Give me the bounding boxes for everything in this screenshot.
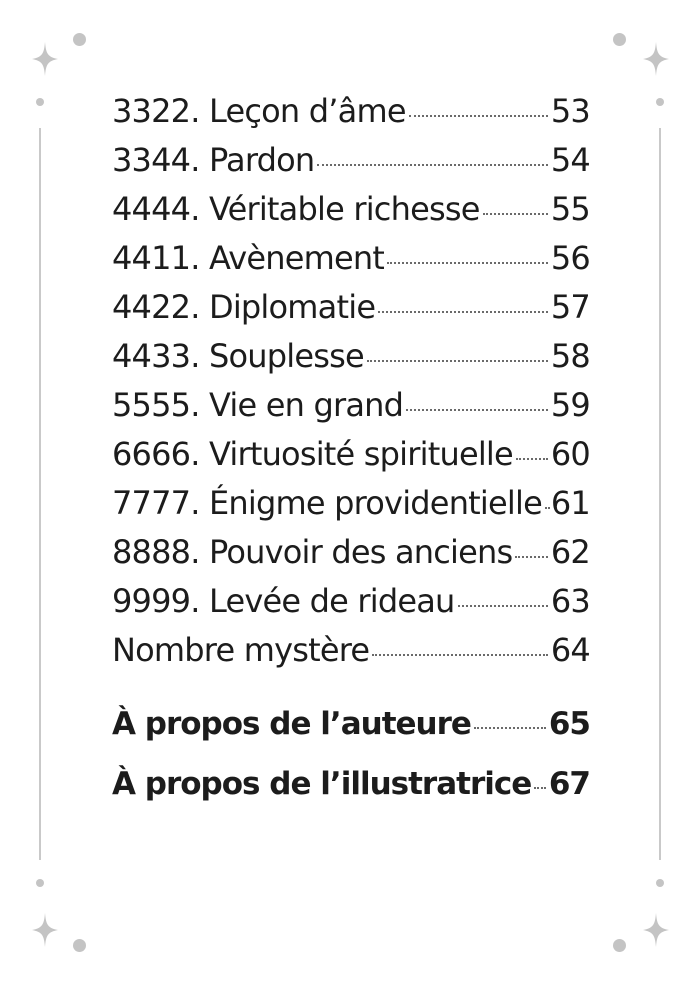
toc-section [112, 694, 590, 754]
dot-leader [458, 605, 548, 607]
toc-entry [112, 185, 590, 234]
toc-entry-page: 59 [550, 386, 590, 424]
toc-entry-page: 54 [550, 141, 590, 179]
toc-entry-page: 63 [550, 582, 590, 620]
toc-entry [112, 528, 590, 577]
dot-icon [656, 98, 664, 106]
dot-leader [534, 787, 546, 789]
toc-entry-page: 64 [550, 631, 590, 669]
sparkle-icon [32, 913, 58, 947]
dot-leader [372, 654, 548, 656]
dot-icon [656, 879, 664, 887]
dot-leader [474, 727, 546, 729]
section-spacer [112, 675, 590, 694]
toc-section-title: À propos de l’auteure [112, 706, 471, 742]
dot-leader [483, 213, 548, 215]
toc-entry [112, 430, 590, 479]
toc-entry-page: 62 [550, 533, 590, 571]
toc-section-page: 67 [548, 766, 590, 802]
left-border-rule [39, 128, 41, 860]
toc-entry [112, 332, 590, 381]
dot-leader [367, 360, 548, 362]
toc-entry [112, 381, 590, 430]
toc-entry-title: 4411. Avènement [112, 239, 385, 277]
toc-entry-page: 60 [550, 435, 590, 473]
toc-section-title: À propos de l’illustratrice [112, 766, 532, 802]
toc-entry-title: 7777. Énigme providentielle [112, 484, 542, 522]
sparkle-icon [643, 42, 669, 76]
toc-entry-page: 61 [550, 484, 590, 522]
dot-leader [406, 409, 548, 411]
toc-entry-page: 56 [550, 239, 590, 277]
toc-entry-title: 3322. Leçon d’âme [112, 92, 406, 130]
toc-entry-page: 53 [550, 92, 590, 130]
toc-entry-title: 4422. Diplomatie [112, 288, 376, 326]
dot-leader [387, 262, 548, 264]
toc-entry-title: 9999. Levée de rideau [112, 582, 455, 620]
dot-icon [73, 939, 86, 952]
toc-section-page: 65 [548, 706, 590, 742]
toc-entry [112, 234, 590, 283]
dot-leader [515, 556, 547, 558]
toc-entry [112, 87, 590, 136]
toc-entry [112, 577, 590, 626]
dot-icon [36, 98, 44, 106]
toc-entry-title: 5555. Vie en grand [112, 386, 404, 424]
toc-entry [112, 626, 590, 675]
toc-entry [112, 283, 590, 332]
toc-entry-title: 6666. Virtuosité spirituelle [112, 435, 513, 473]
sparkle-icon [643, 913, 669, 947]
dot-leader [516, 458, 548, 460]
toc-entry-page: 55 [550, 190, 590, 228]
dot-leader [409, 115, 548, 117]
toc-section [112, 754, 590, 814]
toc-entry-title: 3344. Pardon [112, 141, 315, 179]
toc-entry [112, 479, 590, 528]
toc-entry [112, 136, 590, 185]
toc-entry-title: 8888. Pouvoir des anciens [112, 533, 513, 571]
table-of-contents [112, 87, 590, 814]
dot-icon [73, 33, 86, 46]
toc-entry-title: 4444. Véritable richesse [112, 190, 480, 228]
toc-entry-title: Nombre mystère [112, 631, 370, 669]
dot-icon [36, 879, 44, 887]
toc-entry-page: 57 [550, 288, 590, 326]
right-border-rule [659, 128, 661, 860]
dot-leader [545, 507, 548, 509]
dot-leader [378, 311, 548, 313]
dot-icon [613, 939, 626, 952]
toc-entry-title: 4433. Souplesse [112, 337, 364, 375]
toc-entry-page: 58 [550, 337, 590, 375]
sparkle-icon [32, 42, 58, 76]
dot-icon [613, 33, 626, 46]
dot-leader [317, 164, 547, 166]
